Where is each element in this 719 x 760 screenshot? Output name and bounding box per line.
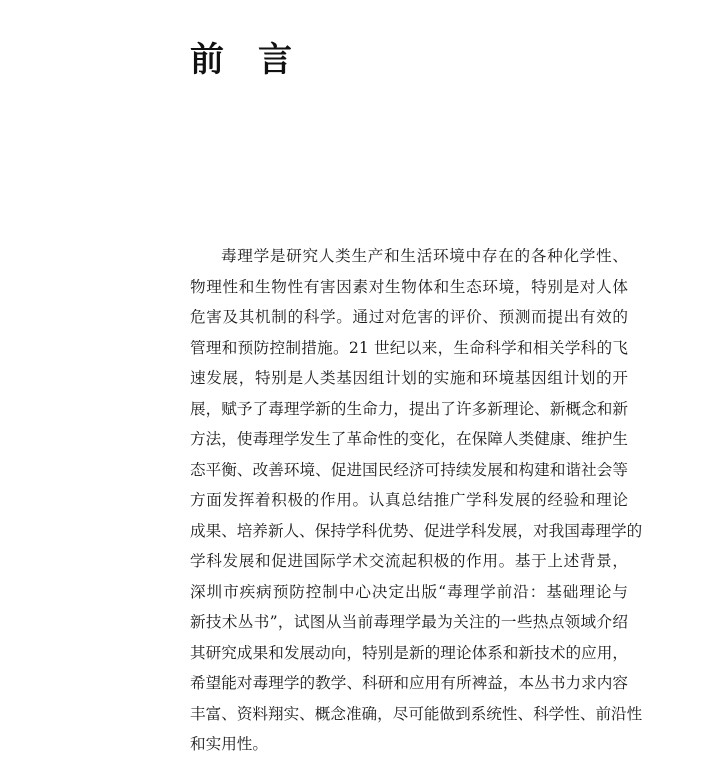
preface-paragraph: [190, 241, 643, 760]
page-title: 前言: [190, 39, 326, 80]
text-line: 新技术丛书”，试图从当前毒理学最为关注的一些热点领域介绍: [190, 613, 628, 631]
text-line: 和实用性。: [190, 735, 268, 753]
text-line: 深圳市疾病预防控制中心决定出版“毒理学前沿：基础理论与: [190, 582, 628, 601]
text-line: 毒理学是研究人类生产和生活环境中存在的各种化学性、: [221, 247, 628, 265]
text-line: 危害及其机制的科学。通过对危害的评价、预测而提出有效的: [190, 308, 628, 326]
text-line: 其研究成果和发展动向，特别是新的理论体系和新技术的应用，: [190, 643, 628, 662]
text-line: 方面发挥着积极的作用。认真总结推广学科发展的经验和理论: [190, 491, 628, 509]
text-line: 展，赋予了毒理学新的生命力，提出了许多新理论、新概念和新: [190, 399, 628, 418]
text-line: 物理性和生物性有害因素对生物体和生态环境，特别是对人体: [190, 277, 628, 296]
text-line: 管理和预防控制措施。21 世纪以来，生命科学和相关学科的飞: [190, 338, 628, 357]
text-line: 希望能对毒理学的教学、科研和应用有所裨益，本丛书力求内容: [190, 674, 628, 692]
text-line: 速发展，特别是人类基因组计划的实施和环境基因组计划的开: [190, 369, 628, 387]
text-line: 学科发展和促进国际学术交流起积极的作用。基于上述背景，: [190, 552, 628, 570]
text-line: 态平衡、改善环境、促进国民经济可持续发展和构建和谐社会等: [190, 460, 628, 479]
text-line: 成果、培养新人、保持学科优势、促进学科发展，对我国毒理学的: [190, 521, 643, 540]
text-line: 方法，使毒理学发生了革命性的变化，在保障人类健康、维护生: [190, 430, 628, 448]
text-line: 丰富、资料翔实、概念准确，尽可能做到系统性、科学性、前沿性: [190, 704, 643, 723]
